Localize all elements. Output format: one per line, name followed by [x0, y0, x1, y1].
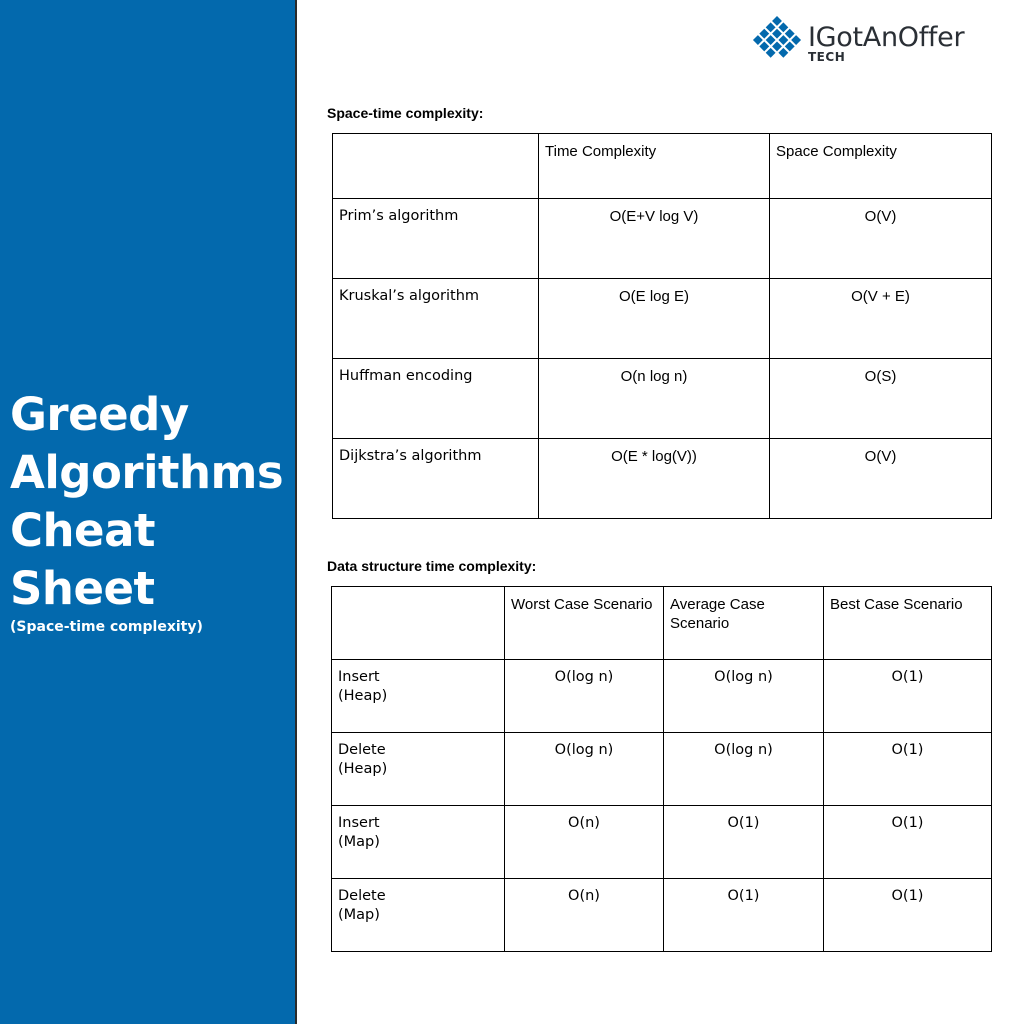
worst-case: O(n) [505, 806, 664, 879]
operation-cell [332, 806, 505, 879]
structure-name: (Map) [338, 907, 380, 923]
space-complexity: O(V) [770, 199, 992, 279]
header-cell: Best Case Scenario [824, 587, 992, 660]
algorithm-name: Huffman encoding [333, 359, 539, 439]
header-cell [332, 587, 505, 660]
worst-case: O(n) [505, 879, 664, 952]
brand-subname: TECH [808, 50, 846, 64]
average-case: O(log n) [664, 733, 824, 806]
page-title [10, 386, 283, 618]
table-row [332, 879, 992, 952]
structure-name: (Heap) [338, 688, 388, 704]
header-cell [333, 134, 539, 199]
best-case: O(1) [824, 806, 992, 879]
diamond-grid-icon [752, 14, 802, 64]
worst-case: O(log n) [505, 660, 664, 733]
table-row [332, 806, 992, 879]
header-cell: Space Complexity [770, 134, 992, 199]
data-structure-table [331, 586, 992, 952]
average-case: O(1) [664, 806, 824, 879]
table-row [333, 359, 992, 439]
table-row [332, 660, 992, 733]
title-line: Cheat [10, 504, 155, 557]
algorithm-name: Kruskal’s algorithm [333, 279, 539, 359]
operation-name: Delete [338, 742, 386, 758]
title-line: Algorithms [10, 446, 284, 499]
brand-logo [752, 14, 982, 66]
table-row [333, 279, 992, 359]
operation-cell [332, 733, 505, 806]
data-structure-heading: Data structure time complexity: [327, 558, 537, 574]
average-case: O(1) [664, 879, 824, 952]
average-case: O(log n) [664, 660, 824, 733]
best-case: O(1) [824, 879, 992, 952]
best-case: O(1) [824, 733, 992, 806]
space-complexity: O(V + E) [770, 279, 992, 359]
time-complexity: O(n log n) [539, 359, 770, 439]
table-row [333, 439, 992, 519]
best-case: O(1) [824, 660, 992, 733]
page-subtitle: (Space-time complexity) [10, 619, 203, 635]
title-line: Sheet [10, 562, 155, 615]
operation-name: Delete [338, 888, 386, 904]
operation-cell [332, 879, 505, 952]
time-complexity: O(E+V log V) [539, 199, 770, 279]
table-header-row [333, 134, 992, 199]
worst-case: O(log n) [505, 733, 664, 806]
sidebar-panel [0, 0, 297, 1024]
time-complexity: O(E * log(V)) [539, 439, 770, 519]
operation-name: Insert [338, 815, 380, 831]
space-time-table [332, 133, 992, 519]
time-complexity: O(E log E) [539, 279, 770, 359]
table-header-row [332, 587, 992, 660]
title-line: Greedy [10, 388, 189, 441]
header-cell: Average Case Scenario [664, 587, 824, 660]
space-complexity: O(V) [770, 439, 992, 519]
space-time-heading: Space-time complexity: [327, 105, 484, 121]
structure-name: (Heap) [338, 761, 388, 777]
structure-name: (Map) [338, 834, 380, 850]
table-row [333, 199, 992, 279]
operation-cell [332, 660, 505, 733]
header-cell: Worst Case Scenario [505, 587, 664, 660]
operation-name: Insert [338, 669, 380, 685]
space-complexity: O(S) [770, 359, 992, 439]
table-row [332, 733, 992, 806]
header-cell: Time Complexity [539, 134, 770, 199]
algorithm-name: Dijkstra’s algorithm [333, 439, 539, 519]
algorithm-name: Prim’s algorithm [333, 199, 539, 279]
brand-name: IGotAnOffer [808, 22, 965, 53]
